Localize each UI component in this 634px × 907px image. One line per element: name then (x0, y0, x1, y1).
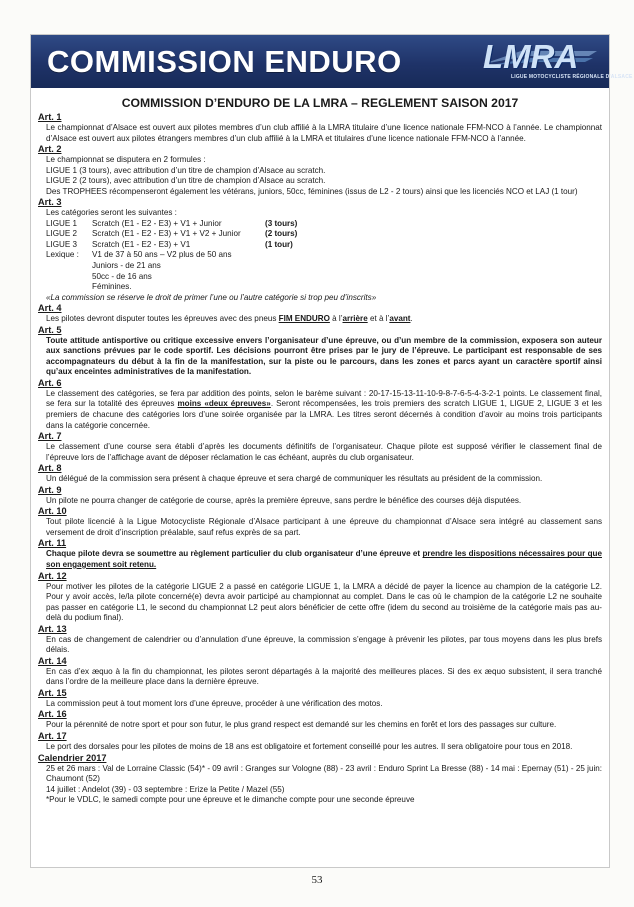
table-row (46, 240, 297, 251)
article-6-text-part: Le classement des catégories, se fera par addition des points, selon le barème suivant : 20-17-15-13-11-10-9-8-7-6-5-4-3-2-1 points. Le classement final, se fera sur la totalité des épreuves (46, 388, 602, 409)
category-label: LIGUE 2 (46, 229, 78, 239)
article-1-heading: Art. 1 (38, 112, 62, 122)
article-11-text-part: Chaque pilote devra se soumettre au règlement particulier du club organisateur d’une épreuve et (46, 549, 423, 559)
category-desc: Juniors - de 21 ans (92, 261, 161, 271)
article-16-heading: Art. 16 (38, 709, 67, 720)
article-13-heading: Art. 13 (38, 623, 67, 634)
category-tours (265, 261, 297, 272)
article-6-text-part: . Seront récompensées, les trois premiers des scratch LIGUE 1, LIGUE 2, LIGUE 3 et les premiers de chacune des catégories lors d’une soirée organisée par la LMRA. Les titres seront décernés à condition d’avoir au moins trois participants dans la catégorie concernée. (46, 399, 602, 430)
category-tours (265, 282, 297, 293)
logo-tagline: LIGUE MOTOCYCLISTE RÉGIONALE D'ALSACE (511, 74, 633, 80)
article-6-text (46, 389, 602, 431)
table-row (46, 250, 297, 261)
article-4-text-part: . (410, 314, 413, 324)
calendar-heading: Calendrier 2017 (38, 752, 107, 763)
category-desc: 50cc - de 16 ans (92, 271, 152, 281)
calendar-line: *Pour le VDLC, le samedi compte pour une épreuve et le dimanche compte pour une seconde épreuve (46, 795, 415, 805)
article-4-heading: Art. 4 (38, 303, 62, 314)
category-tours: (1 tour) (265, 239, 293, 249)
article-15-heading: Art. 15 (38, 687, 67, 698)
article-17-heading: Art. 17 (38, 730, 67, 741)
article-11-heading: Art. 11 (38, 538, 67, 549)
logo-word: LMRA (483, 38, 579, 75)
lmra-logo (477, 38, 633, 83)
table-row (46, 272, 297, 283)
article-4-text (46, 314, 602, 325)
category-label (46, 261, 92, 272)
article-12-text: Pour motiver les pilotes de la catégorie LIGUE 2 a passé en catégorie LIGUE 1, la LMRA a décidé de payer la licence au champion de la catégorie L2. Pour y avoir accès, le/la pilote concerné(e) devra avoir participé au championnat au complet. Dans le cas où le champion de la catégorie L2 ne souhaite pas passer en catégorie L1, le second du championnat L2 peut alors bénéficier de cette offre (idem du second au troisième de la catégorie mais pas au-delà du podium final). (46, 581, 602, 623)
category-table (46, 219, 297, 293)
category-label (46, 272, 92, 283)
article-2-line: Des TROPHEES récompenseront également les vétérans, juniors, 50cc, féminines (issus de L2 - 2 tours) ainsi que les licenciés NCO et LAJ (1 tour) (46, 186, 578, 196)
category-tours: (3 tours) (265, 218, 298, 228)
category-desc: Féminines. (92, 282, 132, 292)
header-banner (31, 35, 633, 88)
category-desc: Scratch (E1 - E2 - E3) + V1 (92, 239, 191, 249)
article-2-line: Le championnat se disputera en 2 formules : (46, 155, 206, 165)
table-row (46, 229, 297, 240)
article-3-heading: Art. 3 (38, 197, 62, 208)
category-label (46, 282, 92, 293)
article-17-text: Le port des dorsales pour les pilotes de moins de 18 ans est obligatoire et fortement conseillé pour les autres. Il sera obligatoire pour tous en 2018. (46, 741, 573, 751)
article-6-heading: Art. 6 (38, 377, 62, 388)
page-frame (30, 34, 633, 868)
category-desc: V1 de 37 à 50 ans – V2 plus de 50 ans (92, 250, 232, 260)
category-desc: Scratch (E1 - E2 - E3) + V1 + Junior (92, 218, 222, 228)
table-row (46, 261, 297, 272)
article-11-text (46, 549, 602, 570)
article-4-text-part: et à l’ (367, 314, 390, 324)
article-16-text: Pour la pérennité de notre sport et pour son futur, le plus grand respect est demandé sur les chemins en forêt et lors des passages sur culture. (46, 720, 557, 730)
table-row (46, 282, 297, 293)
category-label: LIGUE 1 (46, 218, 78, 228)
category-tours (265, 250, 297, 261)
table-row (46, 219, 297, 230)
article-1-text: Le championnat d’Alsace est ouvert aux pilotes membres d’un club affilié à la LMRA titulaire d’une licence nationale FFM-NCO à l’année. Le championnat d’Alsace est ouvert aux pilotes étrangers membres d’un club affilié à la LMRA et titulaires d’une licence nationale FFM-NCO à l’année. (46, 123, 602, 143)
article-7-text: Le classement d’une course sera établi d’après les documents définitifs de l’organisateur. Chaque pilote est supposé vérifier le classement final de l’épreuve lors de l’affichage avant de déposer réclamation le cas échéant, auprès du club organisateur. (46, 442, 602, 462)
article-3-note: «La commission se réserve le droit de primer l’une ou l’autre catégorie si trop peu d’inscrits» (46, 292, 377, 302)
article-10-heading: Art. 10 (38, 506, 67, 517)
article-11-emphasis: prendre les dispositions nécessaires pour que son engagement soit retenu. (46, 549, 602, 569)
banner-title: COMMISSION ENDURO (47, 44, 402, 79)
article-14-text: En cas d’ex æquo à la fin du championnat, les pilotes seront départagés à la majorité des meilleures places. Si des ex æquo subsistent, il sera tranché dans l’ordre de la meilleure place dans la dernière épreuve. (46, 666, 602, 687)
article-4-text-part: Les pilotes devront disputer toutes les épreuves avec des pneus (46, 314, 279, 324)
article-8-heading: Art. 8 (38, 463, 62, 474)
article-9-heading: Art. 9 (38, 484, 62, 495)
calendar-line: 14 juillet : Andelot (39) - 03 septembre : Erize la Petite / Mazel (55) (46, 784, 285, 794)
article-4-emphasis: avant (389, 314, 411, 324)
article-6-emphasis: moins «deux épreuves» (177, 399, 271, 409)
article-4-emphasis: FIM ENDURO (278, 314, 330, 324)
article-14-heading: Art. 14 (38, 655, 67, 666)
article-13-text: En cas de changement de calendrier ou d’annulation d’une épreuve, la commission s’engage à prévenir les pilotes, par tous moyens dans les plus brefs délais. (46, 634, 602, 655)
article-2-heading: Art. 2 (38, 144, 62, 155)
calendar-line: 25 et 26 mars : Val de Lorraine Classic (54)* - 09 avril : Granges sur Vologne (88) - 23 avril : Enduro Sprint La Bresse (88) - 14 mai : Epernay (51) - 25 juin: Chaumont (52) (46, 763, 602, 784)
article-15-text: La commission peut à tout moment lors d’une épreuve, procéder à une vérification des motos. (46, 698, 383, 708)
article-5-heading: Art. 5 (38, 324, 62, 335)
page-number: 53 (311, 874, 323, 886)
article-10-text: Tout pilote licencié à la Ligue Motocycliste Régionale d’Alsace participant à une épreuve du championnat d’Alsace sera intégré au classement sans versement de droit d’inscription préalable, sauf refus exprès de sa part. (46, 517, 602, 537)
article-9-text: Un pilote ne pourra changer de catégorie de course, après la première épreuve, sans perdre le bénéfice des courses déjà disputées. (46, 495, 522, 505)
article-7-heading: Art. 7 (38, 431, 62, 442)
document-title: COMMISSION D’ENDURO DE LA LMRA – REGLEMENT SAISON 2017 (121, 96, 519, 110)
article-4-emphasis: arrière (342, 314, 368, 324)
article-8-text: Un délégué de la commission sera présent à chaque épreuve et sera chargé de communiquer les résultats au président de la commission. (46, 474, 543, 484)
category-label: LIGUE 3 (46, 239, 78, 249)
article-4-text-part: à l’ (329, 314, 343, 324)
article-2-line: LIGUE 1 (3 tours), avec attribution d’un titre de champion d’Alsace au scratch. (46, 165, 326, 175)
regulation-body (38, 95, 602, 806)
category-label: Lexique : (46, 250, 79, 260)
category-desc: Scratch (E1 - E2 - E3) + V1 + V2 + Junior (92, 229, 241, 239)
category-tours: (2 tours) (265, 229, 298, 239)
article-2-line: LIGUE 2 (2 tours), avec attribution d’un titre de champion d’Alsace au scratch. (46, 176, 326, 186)
article-3-intro: Les catégories seront les suivantes : (46, 208, 177, 218)
article-12-heading: Art. 12 (38, 570, 67, 581)
category-tours (265, 272, 297, 283)
article-5-text: Toute attitude antisportive ou critique excessive envers l’organisateur d’une épreuve, ou d’un membre de la commission, exposera son auteur aux sanctions prévues par le code sportif. Les décisions pourront être prises par le jury de l’épreuve. Le participant est responsable de ses accompagnateurs du début à la fin de la manifestation, sur la piste ou le parcours, dans les zones et parcs ayant un caractère sportif ainsi qu’aux enceintes administratives de la manifestation. (46, 335, 602, 377)
